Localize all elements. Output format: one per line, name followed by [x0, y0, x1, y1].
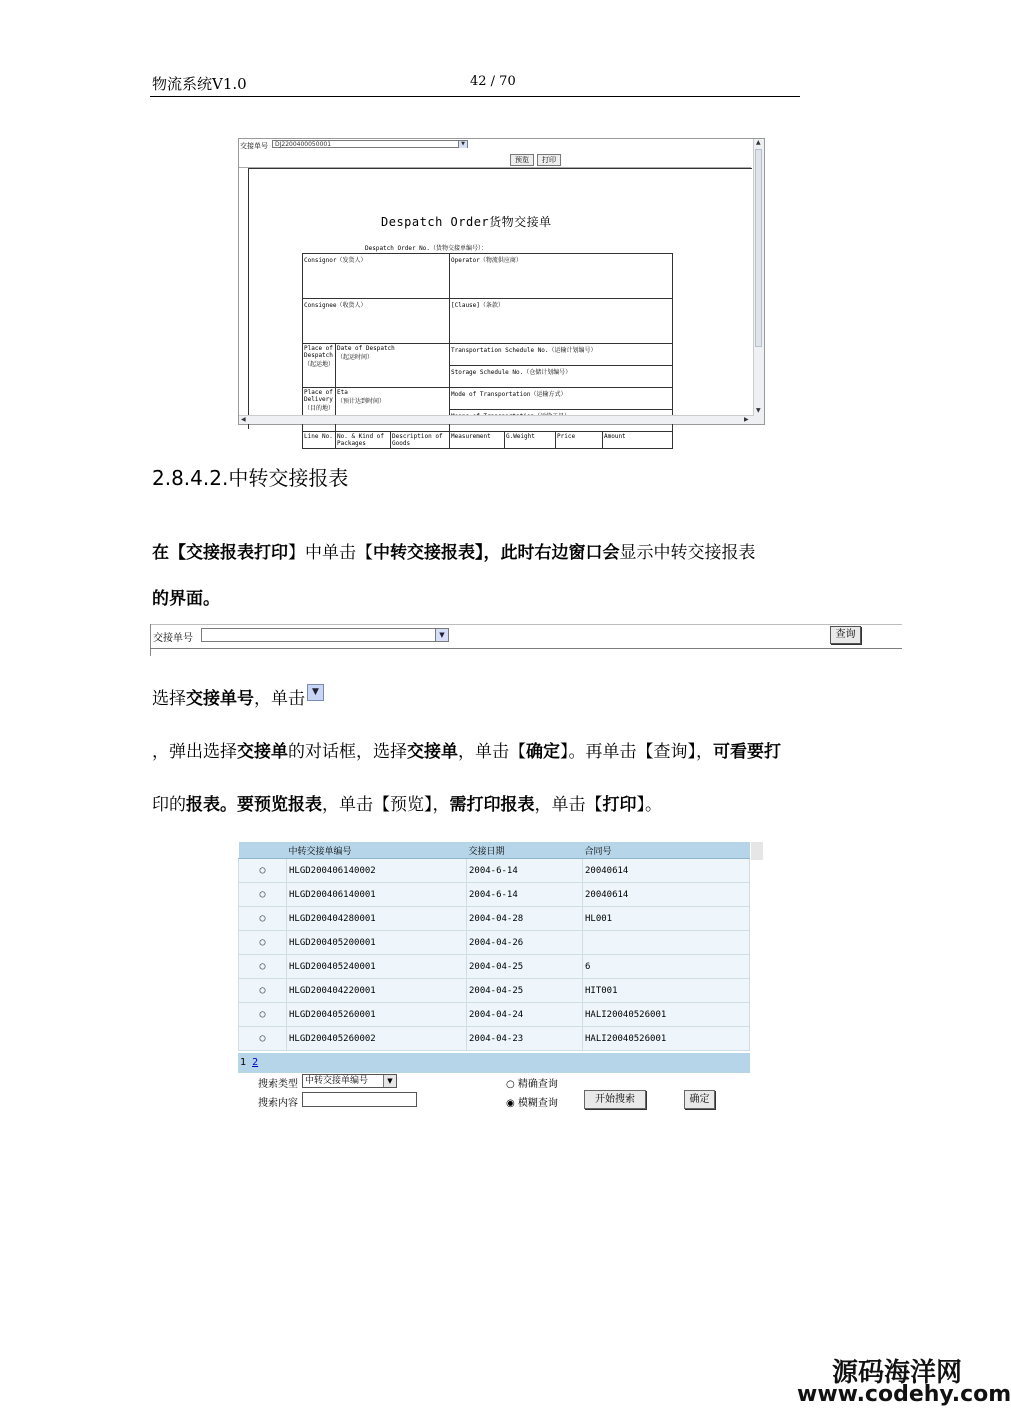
cell-order-no: HLGD200405260001	[287, 1003, 467, 1027]
row-radio-icon[interactable]: ○	[239, 907, 287, 931]
eta-label: Eta	[337, 389, 348, 396]
col-measurement: Measurement	[450, 432, 505, 449]
table-row[interactable]	[239, 907, 750, 931]
date-despatch-cell	[336, 344, 450, 388]
table-row[interactable]	[239, 1027, 750, 1051]
horizontal-scrollbar[interactable]	[239, 415, 754, 424]
order-no-select[interactable]	[201, 628, 449, 642]
page-number: 42 / 70	[470, 74, 516, 89]
text-run: 需打印报表	[449, 795, 535, 815]
row-radio-icon[interactable]: ○	[239, 979, 287, 1003]
report-frame	[248, 168, 752, 447]
consignee-cell: Consignee（收货人）	[303, 299, 450, 344]
cell-date: 2004-6-14	[467, 859, 583, 883]
section-heading: 2.8.4.2.中转交接报表	[152, 466, 349, 490]
row-radio-icon[interactable]: ○	[239, 931, 287, 955]
chevron-down-icon[interactable]: ▼	[458, 141, 467, 148]
cell-date: 2004-04-23	[467, 1027, 583, 1051]
storage-schedule-cell: Storage Schedule No.（仓储计划编号）	[450, 366, 673, 388]
table-row[interactable]	[239, 979, 750, 1003]
vertical-scrollbar[interactable]	[753, 139, 764, 424]
text-run: ，单击【	[534, 795, 603, 815]
table-row[interactable]	[239, 931, 750, 955]
place-despatch-cell	[303, 344, 336, 388]
eta-cn: （预计达到时间）	[337, 398, 386, 405]
col-description: Description of Goods	[391, 432, 450, 449]
divider	[150, 648, 902, 649]
dropdown-arrow-icon: ▼	[307, 684, 324, 701]
cell-order-no: HLGD200405260002	[287, 1027, 467, 1051]
cell-order-no: HLGD200405240001	[287, 955, 467, 979]
watermark-line-2: www.codehy.com	[797, 1382, 1011, 1407]
exact-query-label: 精确查询	[517, 1079, 558, 1090]
pager	[238, 1053, 750, 1073]
cell-date: 2004-04-25	[467, 955, 583, 979]
radio-off-icon[interactable]: ○	[506, 1079, 515, 1090]
cell-order-no: HLGD200404280001	[287, 907, 467, 931]
radio-on-icon[interactable]: ◉	[506, 1098, 515, 1109]
cell-contract: HIT001	[583, 979, 750, 1003]
text-run: 交接单号	[186, 689, 254, 709]
cell-order-no: HLGD200406140002	[287, 859, 467, 883]
fuzzy-query-option[interactable]	[506, 1094, 558, 1109]
cell-order-no: HLGD200406140001	[287, 883, 467, 907]
row-radio-icon[interactable]: ○	[239, 1003, 287, 1027]
query-button[interactable]: 查询	[830, 626, 861, 644]
operator-cell: Operator（物流供应商）	[450, 254, 673, 299]
order-no-select-value: DJ2200400050001	[275, 141, 332, 148]
document-title: 物流系统V1.0	[152, 75, 247, 93]
cell-contract	[583, 931, 750, 955]
text-run: 的对话框，选择	[288, 742, 407, 762]
search-type-value: 中转交接单编号	[305, 1076, 369, 1086]
cell-date: 2004-6-14	[467, 883, 583, 907]
mode-transport-cell: Mode of Transportation（运输方式）	[450, 388, 673, 410]
scroll-up-icon[interactable]: ▲	[756, 139, 761, 146]
order-no-label: 交接单号	[240, 142, 268, 150]
row-radio-icon[interactable]: ○	[239, 1027, 287, 1051]
preview-button[interactable]: 预览	[510, 154, 534, 166]
text-run: 报表	[288, 795, 322, 815]
chevron-down-icon[interactable]: ▼	[383, 1075, 396, 1087]
cell-contract: HALI20040526001	[583, 1003, 750, 1027]
order-no-field: Despatch Order No.（货物交接单编号）：	[365, 245, 488, 252]
scroll-right-icon[interactable]: ▶	[744, 416, 749, 423]
paragraph-3	[152, 684, 324, 709]
place-delivery-label: Place of Delivery	[304, 389, 333, 403]
cell-date: 2004-04-25	[467, 979, 583, 1003]
place-delivery-cell	[303, 388, 336, 432]
ok-button[interactable]: 确定	[684, 1090, 715, 1109]
col-amount: Amount	[603, 432, 673, 449]
cell-date: 2004-04-26	[467, 931, 583, 955]
cell-contract: HALI20040526001	[583, 1027, 750, 1051]
text-run: 】中单击【	[288, 543, 373, 563]
col-price: Price	[556, 432, 603, 449]
text-run: 选择	[152, 689, 186, 709]
col-weight: G.Weight	[505, 432, 556, 449]
text-run: 在【	[152, 543, 186, 563]
text-run: 确定	[526, 742, 560, 762]
order-select-dialog-screenshot	[238, 842, 763, 1112]
text-run: 可看要打	[713, 742, 781, 762]
text-run: 印的	[152, 795, 186, 815]
text-run: 中转交接报表	[373, 543, 475, 563]
paragraph-1	[152, 538, 756, 563]
col-header-select	[239, 842, 287, 859]
place-despatch-label: Place of Despatch	[304, 345, 333, 359]
paragraph-4	[152, 737, 781, 762]
cell-date: 2004-04-24	[467, 1003, 583, 1027]
col-line-no: Line No.	[303, 432, 336, 449]
print-button[interactable]: 打印	[537, 154, 561, 166]
text-run: 报表。要预览	[186, 795, 288, 815]
transport-schedule-cell: Transportation Schedule No.（运输计划编号）	[450, 344, 673, 366]
row-radio-icon[interactable]: ○	[239, 883, 287, 907]
start-search-button[interactable]: 开始搜索	[584, 1090, 646, 1109]
place-despatch-cn: （起运地）	[304, 361, 335, 368]
text-run: 的界面。	[152, 589, 220, 609]
exact-query-option[interactable]	[506, 1075, 558, 1090]
consignor-cell: Consignor（发货人）	[303, 254, 450, 299]
order-no-select[interactable]	[272, 140, 468, 148]
table-row[interactable]	[239, 955, 750, 979]
place-delivery-cn: （目的地）	[304, 405, 335, 412]
cell-order-no: HLGD200405200001	[287, 931, 467, 955]
page-link-2[interactable]: 2	[252, 1057, 259, 1068]
divider	[150, 624, 151, 656]
table-row[interactable]	[239, 1003, 750, 1027]
row-radio-icon[interactable]: ○	[239, 955, 287, 979]
text-run: 交接报表打印	[186, 543, 288, 563]
paragraph-5	[152, 790, 662, 815]
search-type-label: 搜索类型	[258, 1079, 298, 1090]
cell-contract: 20040614	[583, 883, 750, 907]
search-type-select[interactable]	[302, 1074, 397, 1088]
text-run: ，单击【	[458, 742, 526, 762]
text-run: 打印	[602, 795, 637, 815]
divider	[150, 624, 902, 625]
order-search-bar-screenshot	[150, 624, 902, 654]
vertical-scrollbar[interactable]	[751, 842, 763, 860]
cell-order-no: HLGD200404220001	[287, 979, 467, 1003]
text-run: ，弹出选择	[152, 742, 237, 762]
text-run: 显示中转交接报表	[619, 543, 756, 563]
scroll-down-icon[interactable]: ▼	[756, 407, 761, 414]
col-header-date: 交接日期	[467, 842, 583, 859]
toolbar	[239, 139, 751, 151]
text-run: ，单击【预览】，	[322, 795, 450, 815]
search-content-input[interactable]	[302, 1092, 417, 1107]
page-current: 1	[240, 1057, 247, 1068]
order-no-label: 交接单号	[153, 633, 193, 644]
col-header-order-no: 中转交接单编号	[287, 842, 467, 859]
watermark-line-1: 源码海洋网	[832, 1358, 963, 1388]
chevron-down-icon[interactable]: ▼	[435, 629, 448, 641]
text-run: 交接单	[407, 742, 458, 762]
cell-contract: 6	[583, 955, 750, 979]
col-no-kind: No. & Kind of Packages	[336, 432, 391, 449]
date-despatch-cn: （起运时间）	[337, 354, 374, 361]
text-run: 】。	[636, 795, 662, 815]
table-row[interactable]	[239, 883, 750, 907]
text-run: 】。再单击【查询】，	[560, 742, 713, 762]
cell-date: 2004-04-28	[467, 907, 583, 931]
search-content-label: 搜索内容	[258, 1098, 298, 1109]
paragraph-2	[152, 584, 220, 609]
date-despatch-label: Date of Despatch	[337, 345, 395, 352]
col-header-contract: 合同号	[583, 842, 750, 859]
text-run: 】，此时右边窗口会	[475, 543, 620, 563]
scrollbar-thumb[interactable]	[755, 149, 762, 347]
fuzzy-query-label: 模糊查询	[517, 1098, 558, 1109]
cell-contract: 20040614	[583, 859, 750, 883]
eta-cell	[336, 388, 450, 432]
table-row[interactable]	[239, 859, 750, 883]
text-run: ，单击	[254, 689, 305, 709]
cell-contract: HL001	[583, 907, 750, 931]
scroll-left-icon[interactable]: ◀	[241, 416, 246, 423]
header-rule	[150, 96, 800, 97]
despatch-order-screenshot	[238, 138, 765, 447]
text-run: 交接单	[237, 742, 288, 762]
order-table	[238, 842, 750, 1051]
clause-cell: [Clause]（条款）	[450, 299, 673, 344]
row-radio-icon[interactable]: ○	[239, 859, 287, 883]
report-title: Despatch Order货物交接单	[381, 215, 552, 229]
